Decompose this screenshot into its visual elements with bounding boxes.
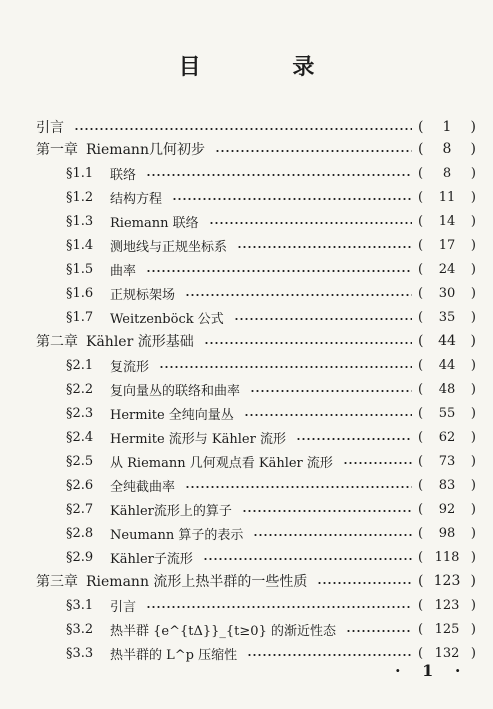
open-paren: ( (418, 165, 424, 181)
dot-leader (185, 486, 412, 488)
dot-leader (185, 294, 412, 296)
toc-page-number: 125 (434, 621, 460, 637)
close-paren: ) (470, 165, 476, 181)
toc-section-row (66, 451, 476, 471)
close-paren: ) (470, 597, 476, 613)
toc-page-ref (418, 646, 476, 661)
toc-page-ref (418, 166, 476, 181)
toc-entry-number: §1.1 (66, 165, 94, 181)
toc-page-ref (418, 214, 476, 229)
toc-page-number: 132 (434, 645, 460, 661)
toc-entry-title: Riemann几何初步 (86, 142, 205, 158)
toc-page-ref (418, 502, 476, 517)
toc-page-number: 8 (442, 141, 452, 157)
close-paren: ) (470, 453, 476, 469)
toc-entry-title: Weitzenböck 公式 (110, 311, 224, 327)
toc-section-row (66, 499, 476, 519)
toc-section-row (66, 307, 476, 327)
toc-entry-number: §2.9 (66, 549, 94, 565)
open-paren: ( (418, 189, 424, 205)
open-paren: ( (418, 261, 424, 277)
toc-entry-number: §2.3 (66, 405, 94, 421)
open-paren: ( (418, 525, 424, 541)
toc-page-ref (418, 310, 476, 325)
toc-page-ref (418, 622, 476, 637)
toc-page-ref (418, 119, 476, 135)
toc-page-ref (418, 382, 476, 397)
toc-page-ref (418, 141, 476, 157)
toc-page-ref (418, 190, 476, 205)
toc-entry-title: 引言 (36, 120, 64, 136)
toc-entry-title: 热半群的 L^p 压缩性 (110, 647, 238, 663)
toc-section-row (66, 379, 476, 399)
close-paren: ) (470, 429, 476, 445)
close-paren: ) (470, 381, 476, 397)
dot-leader (296, 438, 412, 440)
toc-entry-title: 全纯截曲率 (110, 479, 176, 495)
toc-page-number: 123 (433, 573, 461, 589)
toc-entry-number: §2.1 (66, 357, 94, 373)
toc-entry-number: 第二章 (36, 334, 78, 350)
toc-page-number: 8 (442, 165, 452, 181)
toc-entry-title: Hermite 全纯向量丛 (110, 407, 234, 423)
toc-entry-title: Kähler流形上的算子 (110, 503, 232, 519)
toc-entry-number: §2.6 (66, 477, 94, 493)
dot-leader (159, 366, 412, 368)
toc-page-number: 35 (438, 309, 456, 325)
toc-entry-number: §1.3 (66, 213, 94, 229)
toc-entry-number: §2.2 (66, 381, 94, 397)
toc-entry-title: Kähler子流形 (110, 551, 193, 567)
close-paren: ) (470, 261, 476, 277)
toc-page-number: 1 (442, 119, 452, 135)
toc-chapter-row (36, 331, 476, 351)
toc-page-ref (418, 478, 476, 493)
toc-entry-title: 引言 (110, 599, 137, 615)
toc-page-number: 48 (438, 381, 456, 397)
close-paren: ) (470, 645, 476, 661)
toc-page-number: 11 (438, 189, 456, 205)
close-paren: ) (470, 621, 476, 637)
dot-leader (172, 198, 412, 200)
toc-entry-title: 复流形 (110, 359, 150, 375)
close-paren: ) (470, 477, 476, 493)
close-paren: ) (470, 549, 476, 565)
toc-page-ref (418, 262, 476, 277)
dot-leader (146, 606, 412, 608)
toc-section-row (66, 187, 476, 207)
dot-leader (242, 510, 412, 512)
toc-entry-title: Riemann 联络 (110, 215, 199, 231)
open-paren: ( (418, 309, 424, 325)
toc-section-row (66, 595, 476, 615)
dot-leader (343, 462, 412, 464)
close-paren: ) (470, 309, 476, 325)
open-paren: ( (418, 501, 424, 517)
toc-page-ref (418, 550, 476, 565)
toc-entry-number: §3.3 (66, 645, 94, 661)
toc-section-row (66, 235, 476, 255)
toc-page-number: 44 (438, 357, 456, 373)
dot-leader (250, 390, 412, 392)
close-paren: ) (470, 189, 476, 205)
toc-page-number: 24 (438, 261, 456, 277)
toc-page-number: 44 (438, 333, 456, 349)
toc-chapter-row (36, 139, 476, 159)
toc-entry-number: 第一章 (36, 142, 78, 158)
toc-entry-number: §2.7 (66, 501, 94, 517)
open-paren: ( (418, 405, 424, 421)
toc-page-number: 62 (438, 429, 456, 445)
toc-entry-number: 第三章 (36, 574, 78, 590)
toc-entry-number: §3.2 (66, 621, 94, 637)
toc-section-row (66, 355, 476, 375)
close-paren: ) (470, 333, 476, 349)
toc-entry-number: §2.5 (66, 453, 94, 469)
open-paren: ( (418, 477, 424, 493)
toc-page-number: 98 (438, 525, 456, 541)
toc-entry-title: Hermite 流形与 Kähler 流形 (110, 431, 286, 447)
open-paren: ( (418, 621, 424, 637)
toc-page-number: 17 (438, 237, 456, 253)
dot-leader (146, 270, 412, 272)
toc-section-row (66, 475, 476, 495)
toc-page-ref (418, 286, 476, 301)
open-paren: ( (418, 237, 424, 253)
dot-leader (234, 318, 412, 320)
toc-entry-title: 复向量丛的联络和曲率 (110, 383, 241, 399)
close-paren: ) (470, 501, 476, 517)
page-number: · 1 · (395, 661, 469, 680)
toc-entry-title: 热半群 {e^{tΔ}}_{t≥0} 的渐近性态 (110, 623, 336, 639)
toc-entry-number: §1.2 (66, 189, 94, 205)
dot-leader (247, 654, 412, 656)
toc-entry-number: §1.4 (66, 237, 94, 253)
toc-section-row (66, 283, 476, 303)
toc-entry-number: §3.1 (66, 597, 94, 613)
toc-section-row (66, 163, 476, 183)
toc-section-row (66, 547, 476, 567)
toc-entry-title: 联络 (110, 167, 137, 183)
toc-page-number: 83 (438, 477, 456, 493)
close-paren: ) (470, 213, 476, 229)
close-paren: ) (470, 525, 476, 541)
toc-entry-title: 正规标架场 (110, 287, 176, 303)
toc-page-number: 123 (434, 597, 460, 613)
dot-leader (203, 558, 412, 560)
toc-entry-title: 结构方程 (110, 191, 163, 207)
dot-leader (346, 630, 412, 632)
open-paren: ( (418, 549, 424, 565)
dot-leader (237, 246, 412, 248)
toc-page-number: 30 (438, 285, 456, 301)
toc-entry-number: §1.5 (66, 261, 94, 277)
open-paren: ( (418, 453, 424, 469)
close-paren: ) (470, 141, 476, 157)
dot-leader (215, 150, 412, 152)
toc-section-row (66, 523, 476, 543)
toc-chapter-row (36, 117, 476, 137)
toc-page-ref (418, 333, 476, 349)
dot-leader (146, 174, 412, 176)
toc-entry-title: Riemann 流形上热半群的一些性质 (86, 574, 308, 590)
toc-page-ref (418, 454, 476, 469)
toc-entry-title: 测地线与正规坐标系 (110, 239, 228, 255)
toc-page-ref (418, 598, 476, 613)
open-paren: ( (418, 381, 424, 397)
toc-page-number: 14 (438, 213, 456, 229)
open-paren: ( (418, 429, 424, 445)
toc-section-row (66, 619, 476, 639)
toc-entry-number: §1.6 (66, 285, 94, 301)
toc-section-row (66, 259, 476, 279)
toc-page-ref (418, 573, 476, 589)
close-paren: ) (470, 405, 476, 421)
toc-entry-number: §2.8 (66, 525, 94, 541)
open-paren: ( (418, 573, 424, 589)
toc-section-row (66, 211, 476, 231)
close-paren: ) (470, 119, 476, 135)
toc-entry-number: §2.4 (66, 429, 94, 445)
toc-page-number: 73 (438, 453, 456, 469)
toc-page-ref (418, 238, 476, 253)
toc-page-number: 55 (438, 405, 456, 421)
open-paren: ( (418, 597, 424, 613)
close-paren: ) (470, 237, 476, 253)
close-paren: ) (470, 573, 476, 589)
open-paren: ( (418, 645, 424, 661)
dot-leader (209, 222, 412, 224)
open-paren: ( (418, 285, 424, 301)
close-paren: ) (470, 357, 476, 373)
toc-page-ref (418, 430, 476, 445)
toc-page-ref (418, 406, 476, 421)
toc-entry-title: 从 Riemann 几何观点看 Kähler 流形 (110, 455, 333, 471)
page-title: 目 录 (178, 54, 357, 80)
open-paren: ( (418, 333, 424, 349)
toc-entry-title: Neumann 算子的表示 (110, 527, 244, 543)
toc-page-ref (418, 526, 476, 541)
dot-leader (244, 414, 412, 416)
open-paren: ( (418, 357, 424, 373)
dot-leader (204, 342, 412, 344)
toc-page-number: 118 (434, 549, 460, 565)
dot-leader (317, 582, 412, 584)
toc-section-row (66, 643, 476, 663)
close-paren: ) (470, 285, 476, 301)
toc-section-row (66, 403, 476, 423)
toc-entry-number: §1.7 (66, 309, 94, 325)
toc-page-number: 92 (438, 501, 456, 517)
toc-page-ref (418, 358, 476, 373)
dot-leader (74, 128, 412, 130)
toc-entry-title: Kähler 流形基础 (86, 334, 194, 350)
toc-section-row (66, 427, 476, 447)
toc-entry-title: 曲率 (110, 263, 137, 279)
toc-chapter-row (36, 571, 476, 591)
open-paren: ( (418, 141, 424, 157)
dot-leader (253, 534, 412, 536)
open-paren: ( (418, 213, 424, 229)
open-paren: ( (418, 119, 424, 135)
